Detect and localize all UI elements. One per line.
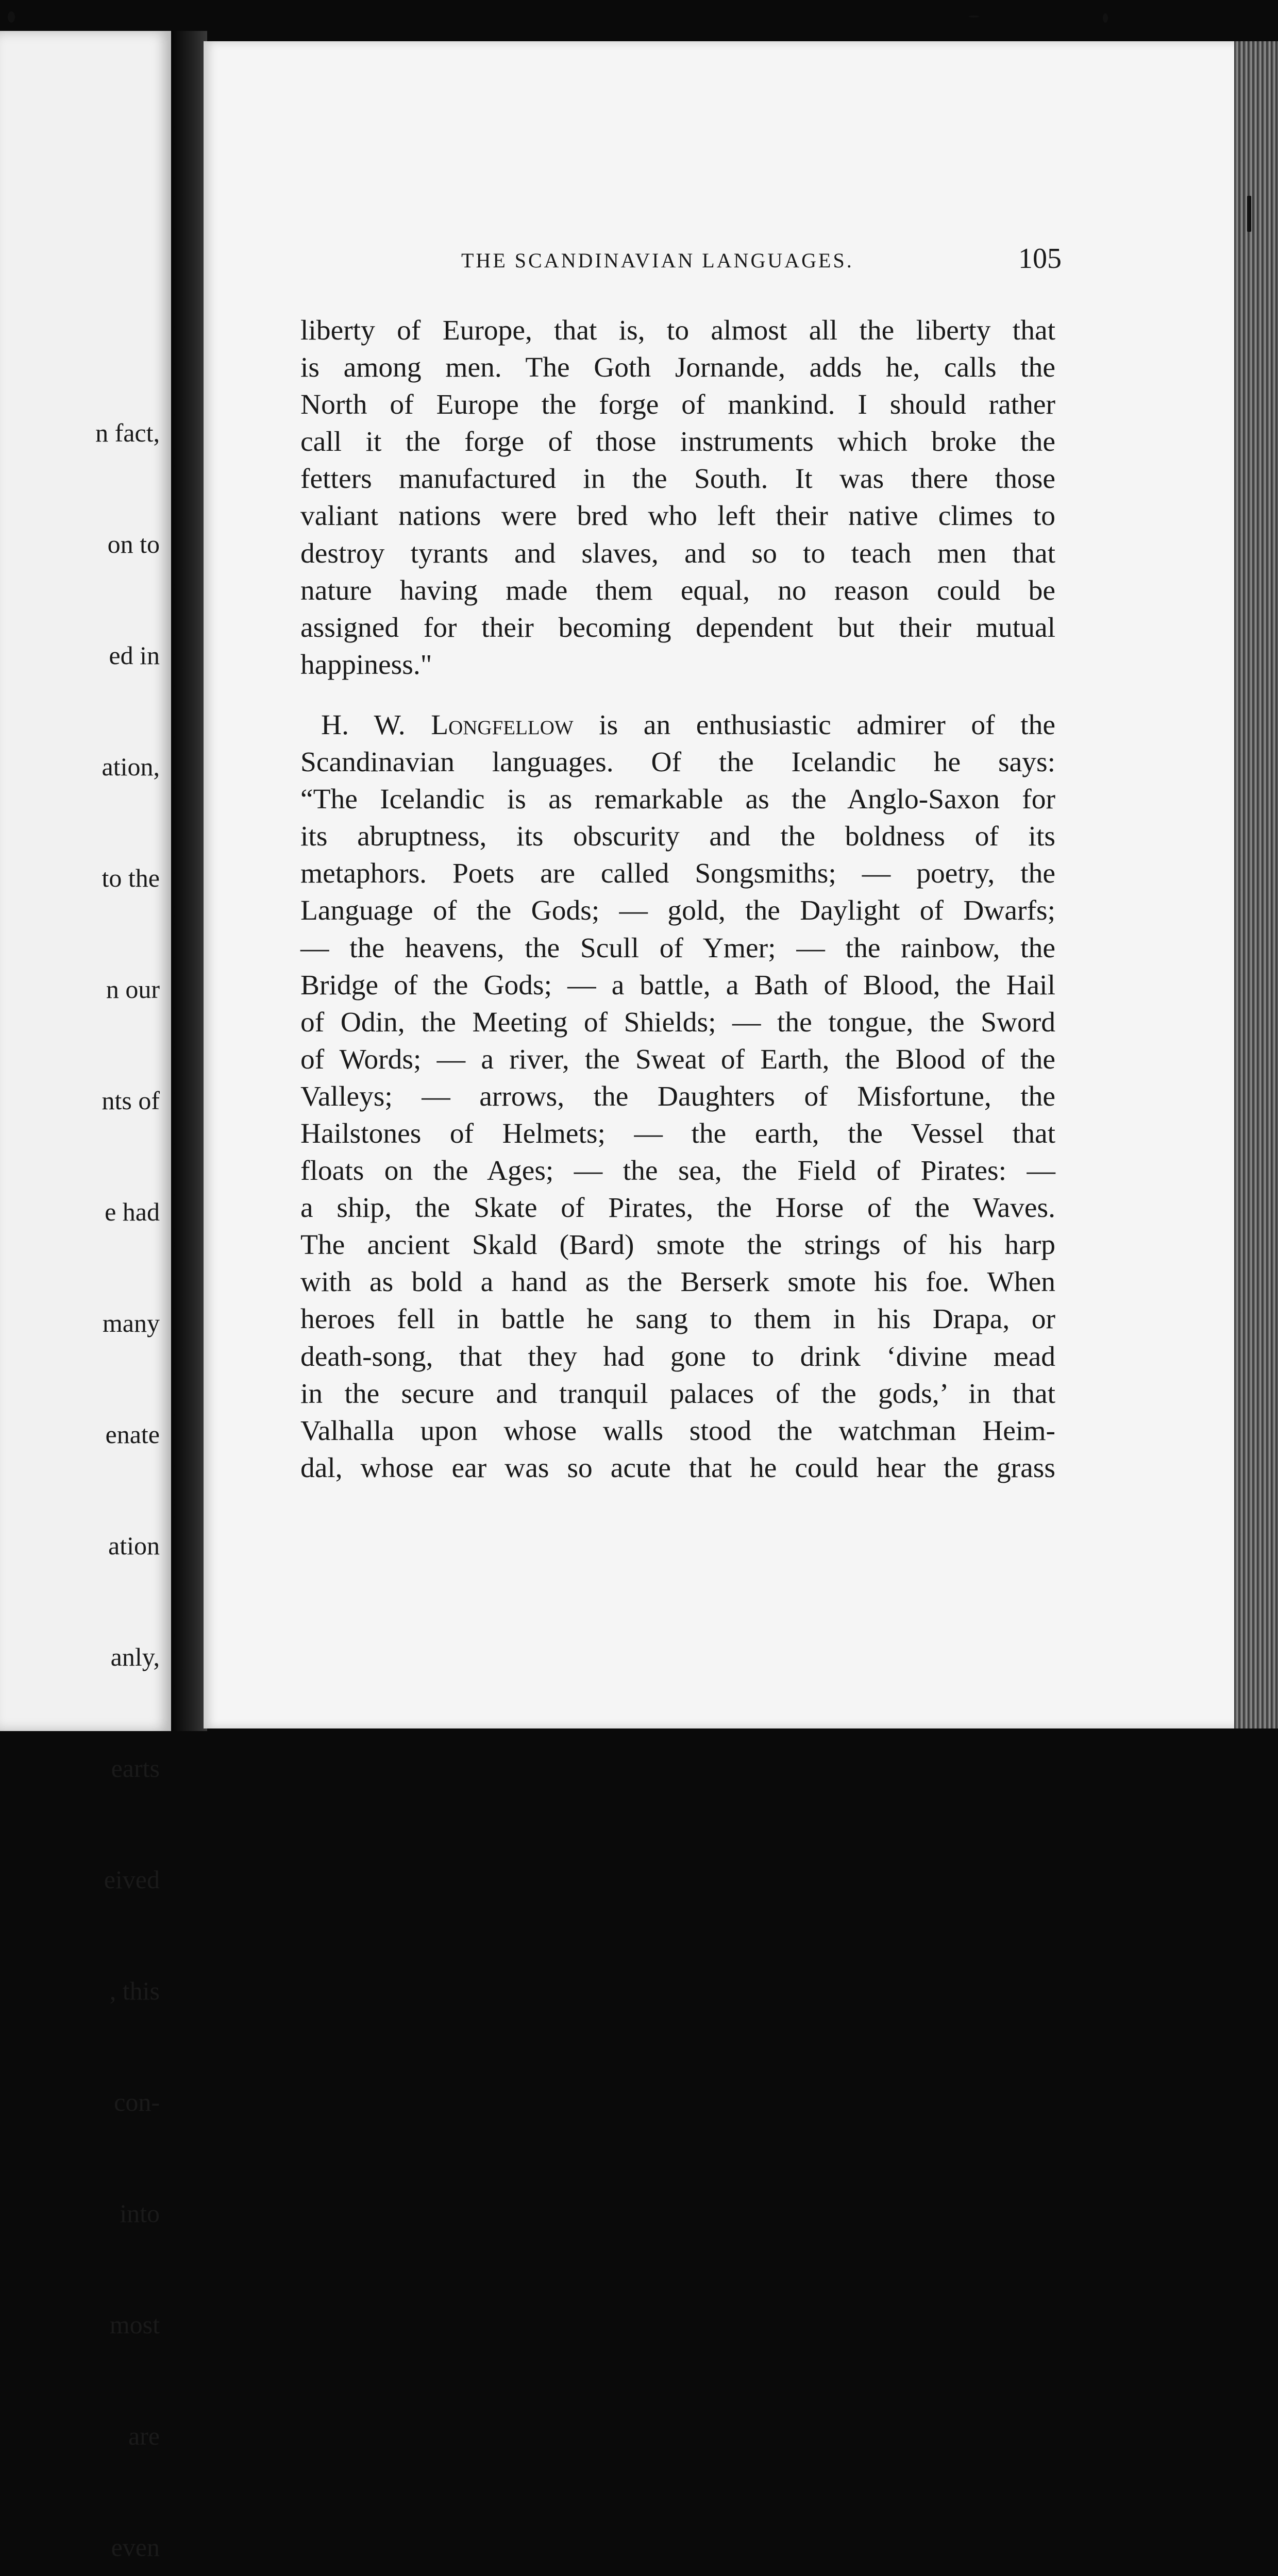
text-line: nature having made them equal, no reason could be: [300, 574, 1055, 606]
text-line: “The Icelandic is as remarkable as the Anglo-Saxon for: [300, 784, 1055, 816]
text-line: North of Europe the forge of mankind. I should rather: [300, 389, 1055, 421]
text-line: happiness.": [300, 649, 432, 681]
scan-speck: [969, 15, 979, 18]
text-line: with as bold a hand as the Berserk smote his foe. When: [300, 1266, 1055, 1298]
left-page-line: n fact,: [95, 418, 160, 447]
text-line: call it the forge of those instruments which broke the: [300, 426, 1055, 458]
page-number: 105: [1018, 243, 1062, 275]
text-line: metaphors. Poets are called Songsmiths; — poetry, the: [300, 858, 1055, 890]
opening-line-rest: is an enthusiastic admirer of the: [573, 709, 1055, 741]
paragraph-gap: [300, 684, 1055, 707]
left-page-line: to the: [102, 863, 160, 892]
text-line: The ancient Skald (Bard) smote the strings of his harp: [300, 1229, 1055, 1261]
text-line: assigned for their becoming dependent but their mutual: [300, 612, 1055, 643]
left-page-line: e had: [105, 1197, 160, 1226]
book-gutter: [171, 31, 207, 1731]
left-page-line: many: [102, 1309, 160, 1337]
text-line: is among men. The Goth Jornande, adds he, calls the: [300, 352, 1055, 384]
scan-speck: [1247, 196, 1251, 232]
left-page-line: enate: [105, 1420, 160, 1449]
scan-speck: [1103, 13, 1108, 23]
text-line: a ship, the Skate of Pirates, the Horse of the Waves.: [300, 1192, 1055, 1224]
left-page-line: eived: [104, 1865, 160, 1894]
left-page-line: nts of: [102, 1086, 160, 1115]
author-name: H. W. Longfellow: [321, 709, 574, 741]
left-page-line: even: [111, 2533, 160, 2562]
left-page-line: are: [128, 2421, 160, 2450]
text-line: of Odin, the Meeting of Shields; — the tongue, the Sword: [300, 1006, 1055, 1038]
left-page-line: ation: [108, 1531, 160, 1560]
text-line: of Words; — a river, the Sweat of Earth, the Blood of the: [300, 1043, 1055, 1075]
text-line: — the heavens, the Scull of Ymer; — the rainbow, the: [300, 932, 1055, 964]
left-page-line: most: [109, 2310, 160, 2339]
text-line: floats on the Ages; — the sea, the Field of Pirates: —: [300, 1155, 1055, 1187]
left-page-line: con-: [114, 2088, 160, 2116]
paragraph-opening-line: [300, 707, 1055, 744]
text-line: its abruptness, its obscurity and the boldness of its: [300, 821, 1055, 853]
left-page-line: into: [120, 2199, 160, 2228]
text-line: dal, whose ear was so acute that he could hear the grass: [300, 1452, 1055, 1484]
text-line: death-song, that they had gone to drink ‘divine mead: [300, 1341, 1055, 1372]
text-line: liberty of Europe, that is, to almost all the liberty that: [300, 315, 1055, 346]
text-line: Language of the Gods; — gold, the Daylight of Dwarfs;: [300, 895, 1055, 927]
previous-page-text: [95, 340, 160, 2576]
left-page-line: n our: [106, 975, 160, 1004]
left-page-line: ed in: [109, 641, 160, 670]
text-line: heroes fell in battle he sang to them in his Drapa, or: [300, 1303, 1055, 1335]
left-page-line: anly,: [110, 1642, 160, 1671]
text-line: destroy tyrants and slaves, and so to teach men that: [300, 537, 1055, 569]
scan-speck: [8, 11, 15, 23]
text-line: Bridge of the Gods; — a battle, a Bath of Blood, the Hail: [300, 969, 1055, 1001]
left-page-line: ation,: [102, 752, 160, 781]
page-edge-stack: [1234, 41, 1278, 1728]
text-line: Valhalla upon whose walls stood the watchman Heim-: [300, 1415, 1055, 1447]
text-line: valiant nations were bred who left their native climes to: [300, 500, 1055, 532]
running-head: [304, 242, 1062, 278]
text-line: in the secure and tranquil palaces of the gods,’ in that: [300, 1378, 1055, 1410]
text-line: Hailstones of Helmets; — the earth, the Vessel that: [300, 1117, 1055, 1149]
text-line: Scandinavian languages. Of the Icelandic he says:: [300, 747, 1055, 778]
body-text: [300, 312, 1055, 1487]
previous-page: [0, 31, 171, 2562]
text-line: Valleys; — arrows, the Daughters of Misfortune, the: [300, 1080, 1055, 1112]
left-page-line: , this: [109, 1976, 160, 2005]
text-line: fetters manufactured in the South. It was there those: [300, 463, 1055, 495]
left-page-line: earts: [111, 1754, 160, 1783]
running-title: THE SCANDINAVIAN LANGUAGES.: [461, 249, 854, 272]
left-page-line: on to: [107, 530, 160, 558]
